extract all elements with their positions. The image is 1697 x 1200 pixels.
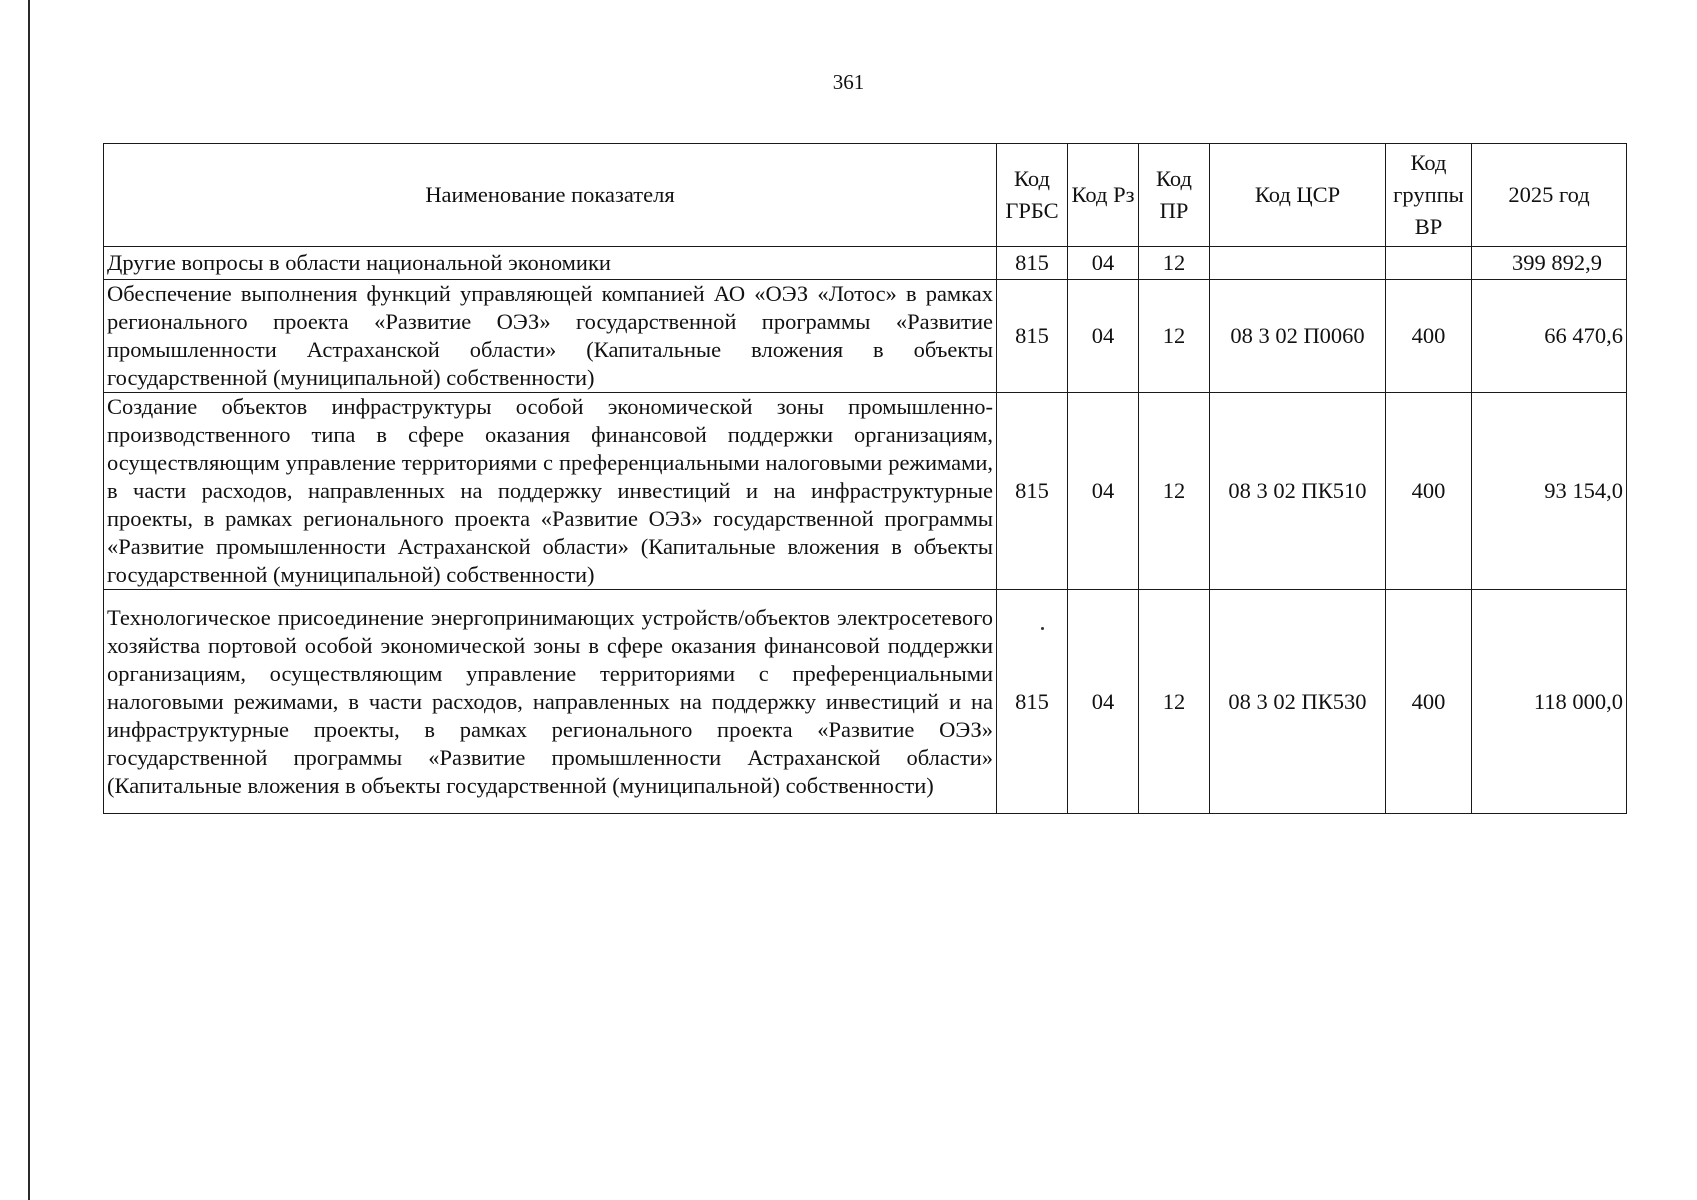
header-rz: Код Рз	[1068, 144, 1139, 247]
table-header-row	[104, 144, 1627, 247]
page-number: 361	[832, 70, 865, 94]
table-row	[104, 393, 1627, 590]
row-amount: 93 154,0	[1472, 393, 1627, 590]
row-pr: 12	[1139, 247, 1210, 280]
header-grbs: Код ГРБС	[997, 144, 1068, 247]
row-amount: 66 470,6	[1472, 280, 1627, 393]
row-pr: 12	[1139, 393, 1210, 590]
row-name: Технологическое присоединение энергопринимающих устройств/объектов электросетевого хозяйства портовой особой экономической зоны в сфере оказания финансовой поддержки организациям, осуществляющим управление территориями с преференциальными налоговыми режимами, в части расходов, направленных на поддержку инвестиций и на инфраструктурные проекты, в рамках регионального проекта «Развитие ОЭЗ» государственной программы «Развитие промышленности Астраханской области» (Капитальные вложения в объекты государственной (муниципальной) собственности)	[104, 590, 997, 814]
table-row	[104, 590, 1627, 814]
row-pr: 12	[1139, 280, 1210, 393]
row-vr: 400	[1386, 590, 1472, 814]
header-csr: Код ЦСР	[1210, 144, 1386, 247]
row-name: Создание объектов инфраструктуры особой экономической зоны промышленно-производственного типа в сфере оказания финансовой поддержки организациям, осуществляющим управление территориями с преференциальными налоговыми режимами, в части расходов, направленных на поддержку инвестиций и на инфраструктурные проекты, в рамках регионального проекта «Развитие ОЭЗ» государственной программы «Развитие промышленности Астраханской области» (Капитальные вложения в объекты государственной (муниципальной) собственности)	[104, 393, 997, 590]
row-grbs: 815	[997, 247, 1068, 280]
row-vr: 400	[1386, 280, 1472, 393]
row-amount: 118 000,0	[1472, 590, 1627, 814]
row-vr	[1386, 247, 1472, 280]
row-rz: 04	[1068, 590, 1139, 814]
row-pr: 12	[1139, 590, 1210, 814]
table-row	[104, 280, 1627, 393]
row-csr: 08 3 02 П0060	[1210, 280, 1386, 393]
header-vr: Код группы ВР	[1386, 144, 1472, 247]
row-rz: 04	[1068, 393, 1139, 590]
scan-dot-mark	[1041, 627, 1044, 630]
header-pr: Код ПР	[1139, 144, 1210, 247]
budget-table	[103, 143, 1627, 814]
row-amount: 399 892,9	[1472, 247, 1627, 280]
row-name: Другие вопросы в области национальной экономики	[104, 247, 997, 280]
row-name: Обеспечение выполнения функций управляющей компанией АО «ОЭЗ «Лотос» в рамках регионального проекта «Развитие ОЭЗ» государственной программы «Развитие промышленности Астраханской области» (Капитальные вложения в объекты государственной (муниципальной) собственности)	[104, 280, 997, 393]
header-name: Наименование показателя	[104, 144, 997, 247]
row-csr: 08 3 02 ПК530	[1210, 590, 1386, 814]
table-row	[104, 247, 1627, 280]
row-grbs: 815	[997, 393, 1068, 590]
page-binding-line	[28, 0, 30, 1200]
row-csr	[1210, 247, 1386, 280]
row-grbs: 815	[997, 280, 1068, 393]
row-csr: 08 3 02 ПК510	[1210, 393, 1386, 590]
row-grbs: 815	[997, 590, 1068, 814]
header-year: 2025 год	[1472, 144, 1627, 247]
row-rz: 04	[1068, 280, 1139, 393]
row-vr: 400	[1386, 393, 1472, 590]
row-rz: 04	[1068, 247, 1139, 280]
